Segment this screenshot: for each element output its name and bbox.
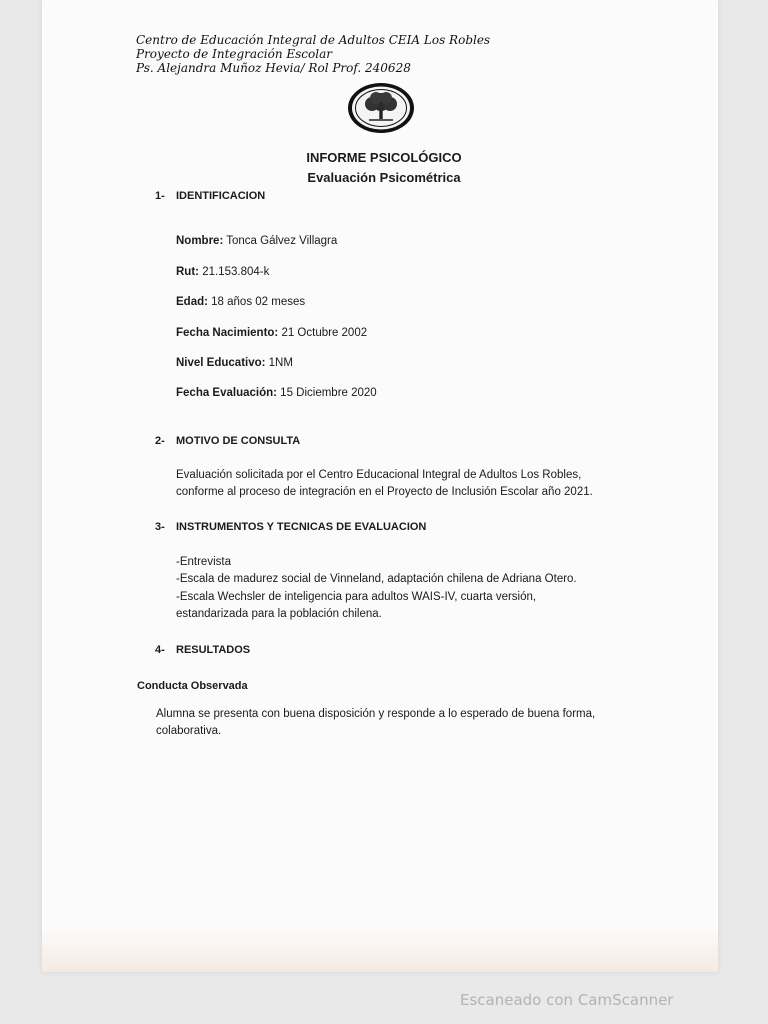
section-number-identificacion: 1- [155,190,165,202]
field-rut [176,266,269,278]
field-value: 21.153.804-k [199,266,270,278]
subheading-conducta-observada: Conducta Observada [137,680,248,692]
scan-edge-shadow [42,930,718,972]
field-value: 21 Octubre 2002 [278,327,368,339]
instrument-line: -Escala Wechsler de inteligencia para adultos WAIS-IV, cuarta versión, [176,591,537,603]
resultados-text-line: Alumna se presenta con buena disposición y responde a lo esperado de buena forma, [156,708,596,720]
field-label: Fecha Evaluación: [176,387,277,399]
header-institution: Centro de Educación Integral de Adultos CEIA Los Robles [136,33,491,47]
section-number-instrumentos: 3- [155,521,165,533]
motivo-text-line: Evaluación solicitada por el Centro Educacional Integral de Adultos Los Robles, [176,469,582,481]
field-label: Edad: [176,296,208,308]
instrument-line: -Entrevista [176,556,231,568]
section-title-identificacion: IDENTIFICACION [176,190,266,202]
header-project: Proyecto de Integración Escolar [136,47,332,61]
field-value: 18 años 02 meses [207,296,306,308]
school-seal-logo [347,82,415,134]
instrument-line: estandarizada para la población chilena. [176,608,382,620]
field-value: Tonca Gálvez Villagra [223,235,338,247]
report-title: INFORME PSICOLÓGICO [306,150,462,165]
report-subtitle: Evaluación Psicométrica [307,170,461,185]
header-psychologist: Ps. Alejandra Muñoz Hevia/ Rol Prof. 240628 [136,61,411,75]
section-title-instrumentos: INSTRUMENTOS Y TECNICAS DE EVALUACION [176,521,427,533]
motivo-text-line: conforme al proceso de integración en el Proyecto de Inclusión Escolar año 2021. [176,486,593,498]
section-number-motivo: 2- [155,435,165,447]
field-edad [176,296,305,308]
section-title-motivo: MOTIVO DE CONSULTA [176,435,301,447]
resultados-text-line: colaborativa. [156,725,222,737]
instrument-line: -Escala de madurez social de Vinneland, adaptación chilena de Adriana Otero. [176,573,577,585]
field-value: 15 Diciembre 2020 [276,387,377,399]
field-value: 1NM [265,357,293,369]
section-title-resultados: RESULTADOS [176,644,251,656]
field-label: Nombre: [176,235,224,247]
field-nombre [176,235,337,247]
field-fecha-nacimiento [176,327,367,339]
camscanner-watermark: Escaneado con CamScanner [460,991,674,1009]
field-label: Fecha Nacimiento: [176,327,279,339]
field-fecha-evaluacion [176,387,377,399]
field-label: Rut: [176,266,199,278]
field-nivel-educativo [176,357,293,369]
section-number-resultados: 4- [155,644,165,656]
field-label: Nivel Educativo: [176,357,266,369]
